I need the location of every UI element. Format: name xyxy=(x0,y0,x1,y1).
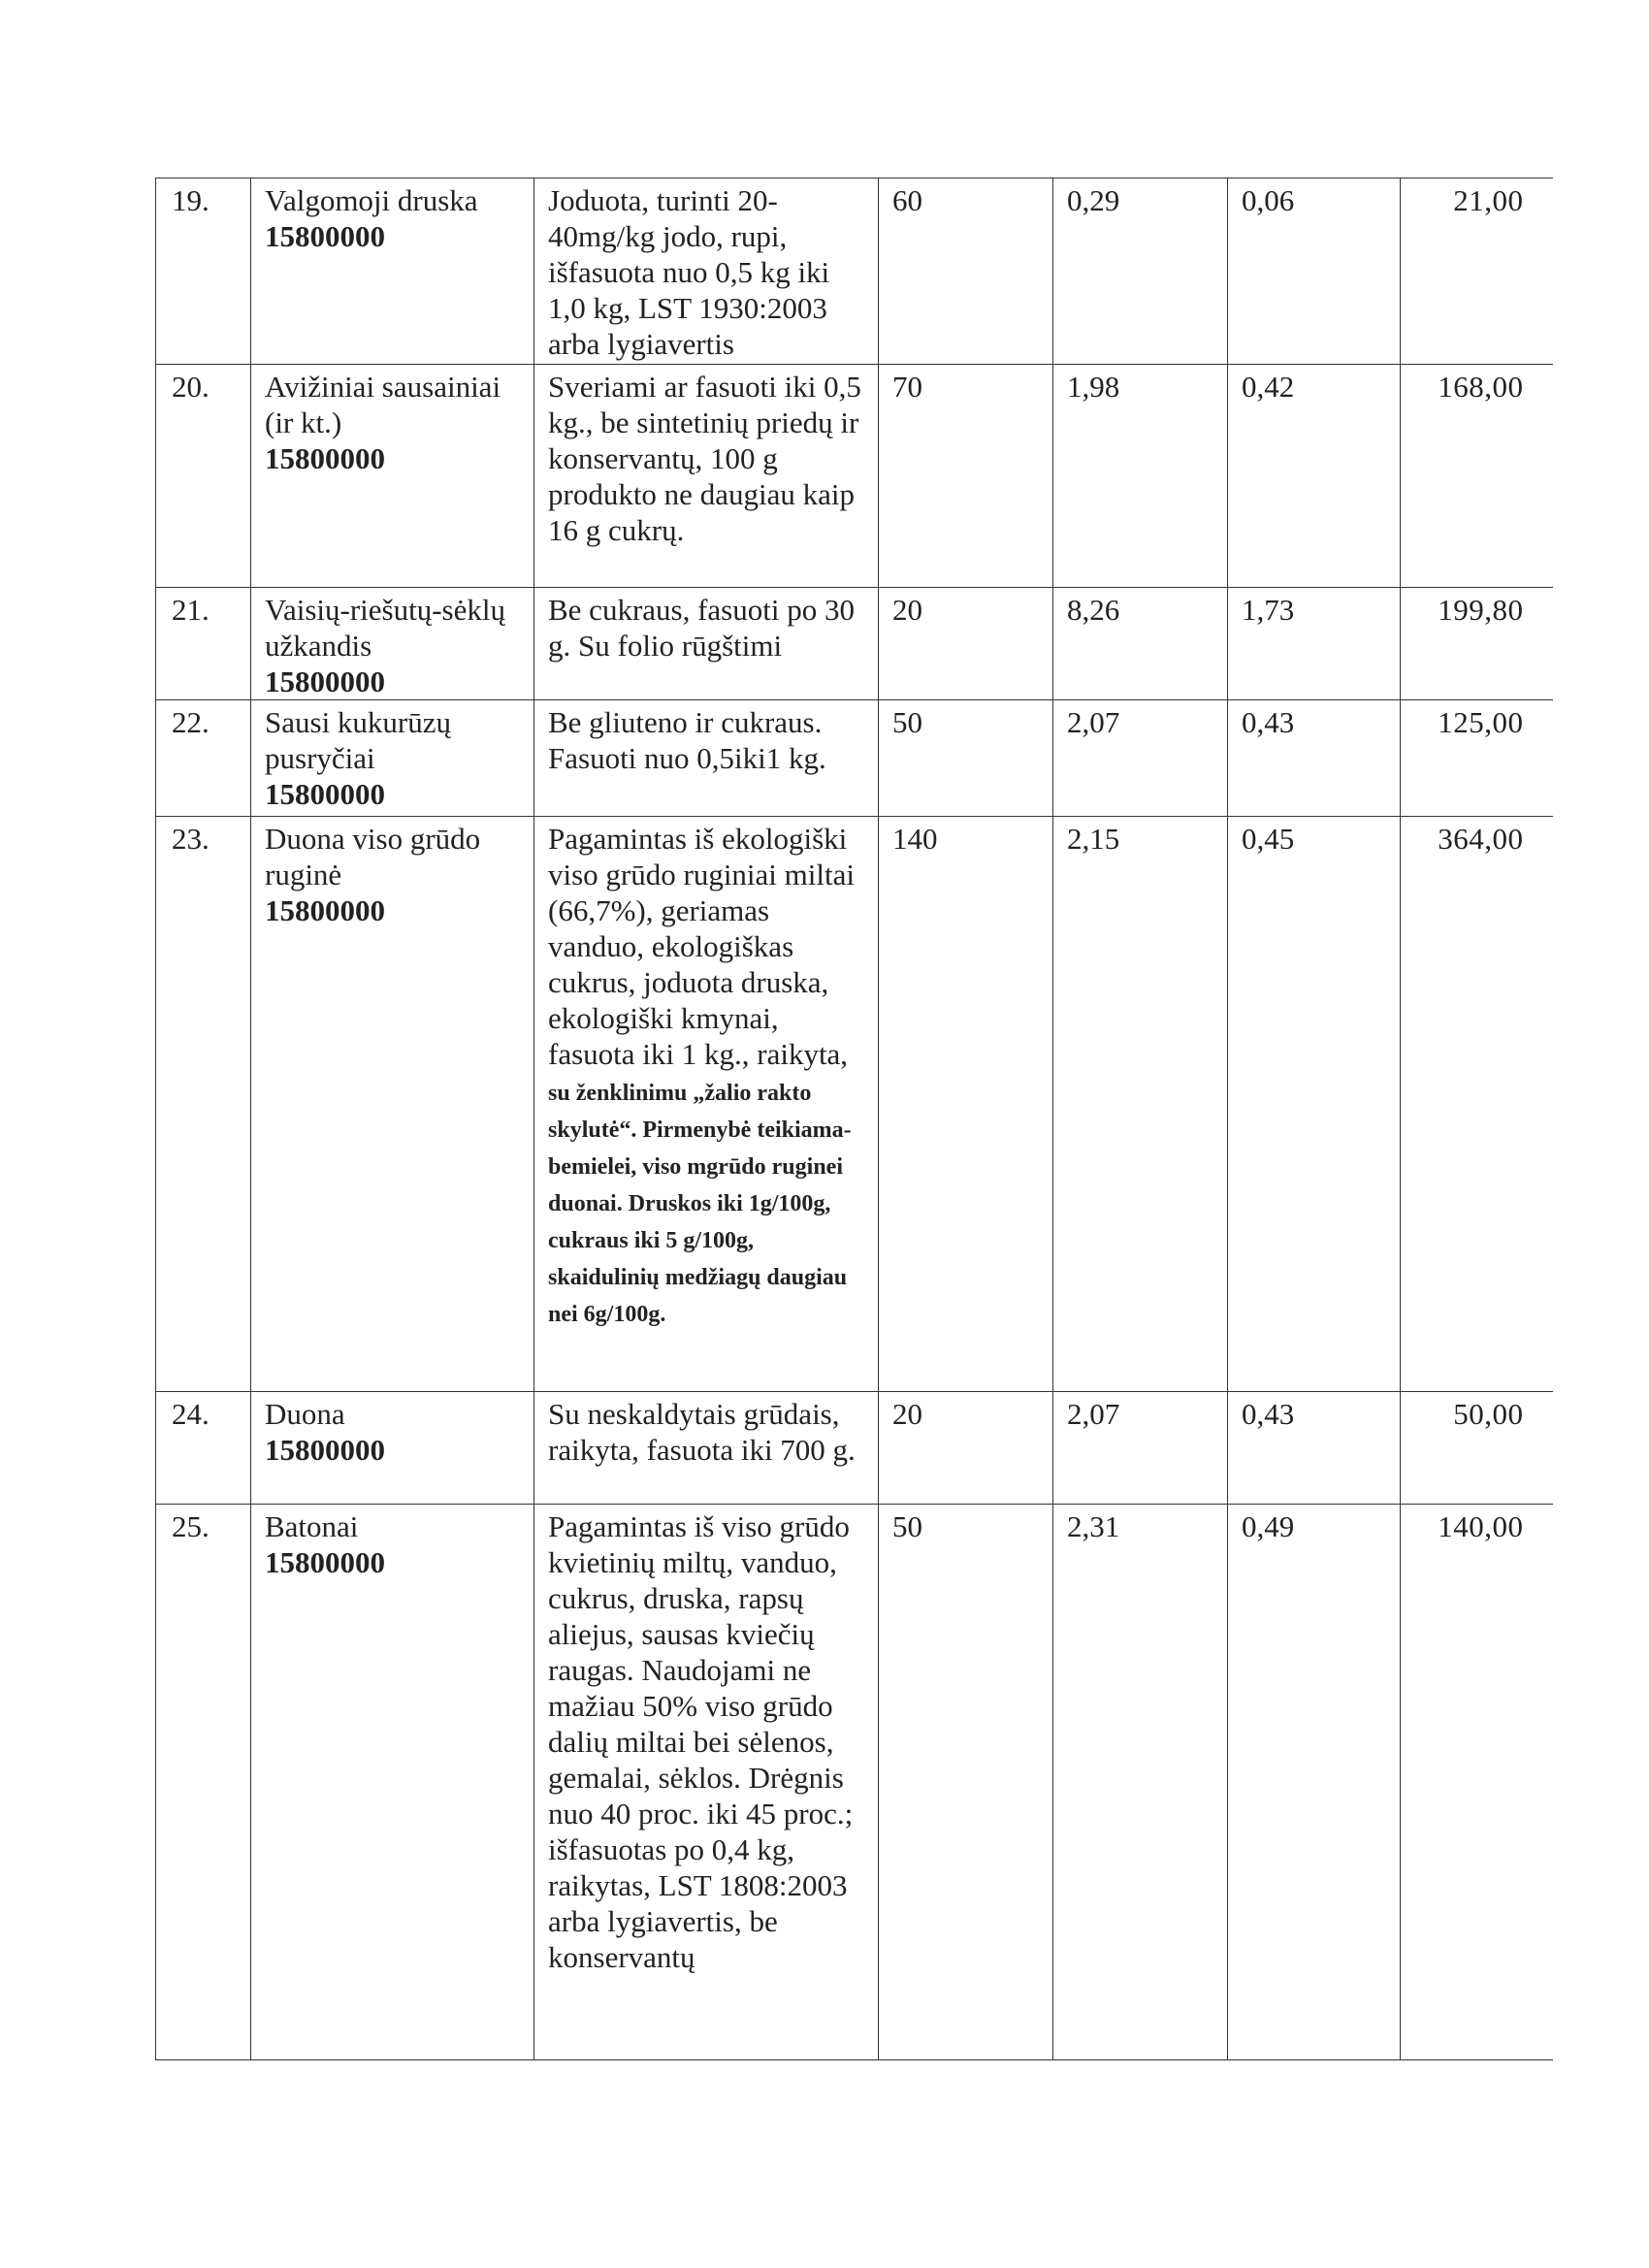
row-number: 19. xyxy=(156,178,251,365)
product-name: Vaisių-riešutų-sėklų užkandis xyxy=(265,593,505,663)
description-text: Sveriami ar fasuoti iki 0,5 kg., be sintetinių priedų ir konservantų, 100 g produkto ne daugiau kaip 16 g cukrų. xyxy=(548,370,861,547)
product-code: 15800000 xyxy=(265,219,385,253)
row-number: 23. xyxy=(156,817,251,1392)
row-number: 21. xyxy=(156,588,251,700)
total-amount: 199,80 xyxy=(1401,588,1553,700)
table-row xyxy=(156,1392,1553,1505)
product-description xyxy=(534,588,879,700)
product-name: Sausi kukurūzų pusryčiai xyxy=(265,705,452,775)
description-text: Be gliuteno ir cukraus. Fasuoti nuo 0,5iki1 kg. xyxy=(548,705,826,775)
product-name-cell xyxy=(251,178,534,365)
total-amount: 125,00 xyxy=(1401,700,1553,817)
total-amount: 140,00 xyxy=(1401,1505,1553,2060)
product-description xyxy=(534,1505,879,2060)
unit-price: 2,07 xyxy=(1053,1392,1228,1505)
description-text: Pagamintas iš viso grūdo kvietinių miltų, vanduo, cukrus, druska, rapsų aliejus, sausas kviečių raugas. Naudojami ne mažiau 50% viso grūdo dalių miltai bei sėlenos, gemalai, sėklos. Drėgnis nuo 40 proc. iki 45 proc.; išfasuotas po 0,4 kg, raikytas, LST 1808:2003 arba lygiavertis, be konservantų xyxy=(548,1509,854,1974)
product-name: Valgomoji druska xyxy=(265,183,478,217)
product-description xyxy=(534,178,879,365)
unit-price: 0,29 xyxy=(1053,178,1228,365)
quantity: 20 xyxy=(879,1392,1053,1505)
product-table xyxy=(155,178,1553,2060)
total-amount: 364,00 xyxy=(1401,817,1553,1392)
table-row xyxy=(156,1505,1553,2060)
vat-amount: 0,45 xyxy=(1228,817,1401,1392)
product-name: Avižiniai sausainiai (ir kt.) xyxy=(265,370,501,439)
row-number: 22. xyxy=(156,700,251,817)
unit-price: 2,15 xyxy=(1053,817,1228,1392)
unit-price: 2,07 xyxy=(1053,700,1228,817)
product-code: 15800000 xyxy=(265,1545,385,1579)
description-text: Pagamintas iš ekologiški viso grūdo ruginiai miltai (66,7%), geriamas vanduo, ekologiškas cukrus, joduota druska, ekologiški kmynai, fasuota iki 1 kg., raikyta, xyxy=(548,822,855,1071)
table-row xyxy=(156,588,1553,700)
product-code: 15800000 xyxy=(265,1433,385,1467)
product-description xyxy=(534,365,879,588)
vat-amount: 0,43 xyxy=(1228,1392,1401,1505)
description-text: Joduota, turinti 20-40mg/kg jodo, rupi, išfasuota nuo 0,5 kg iki 1,0 kg, LST 1930:2003 arba lygiavertis xyxy=(548,183,830,361)
quantity: 20 xyxy=(879,588,1053,700)
quantity: 70 xyxy=(879,365,1053,588)
table-row xyxy=(156,365,1553,588)
row-number: 25. xyxy=(156,1505,251,2060)
row-number: 24. xyxy=(156,1392,251,1505)
product-description xyxy=(534,1392,879,1505)
vat-amount: 0,42 xyxy=(1228,365,1401,588)
product-code: 15800000 xyxy=(265,441,385,475)
product-description xyxy=(534,700,879,817)
product-name-cell xyxy=(251,1505,534,2060)
description-bold-text: su ženklinimu „žalio rakto skylutė“. Pirmenybė teikiama-bemielei, viso mgrūdo ruginei duonai. Druskos iki 1g/100g, cukraus iki 5 g/100g, skaidulinių medžiagų daugiau nei 6g/100g. xyxy=(548,1081,852,1327)
product-name-cell xyxy=(251,817,534,1392)
vat-amount: 0,49 xyxy=(1228,1505,1401,2060)
description-text: Be cukraus, fasuoti po 30 g. Su folio rūgštimi xyxy=(548,593,855,663)
product-code: 15800000 xyxy=(265,893,385,927)
product-name: Duona xyxy=(265,1397,345,1431)
quantity: 60 xyxy=(879,178,1053,365)
product-name-cell xyxy=(251,365,534,588)
vat-amount: 0,06 xyxy=(1228,178,1401,365)
product-code: 15800000 xyxy=(265,664,385,698)
table-row xyxy=(156,178,1553,365)
total-amount: 21,00 xyxy=(1401,178,1553,365)
product-name-cell xyxy=(251,1392,534,1505)
product-name-cell xyxy=(251,588,534,700)
product-name: Batonai xyxy=(265,1509,359,1543)
unit-price: 8,26 xyxy=(1053,588,1228,700)
description-text: Su neskaldytais grūdais, raikyta, fasuota iki 700 g. xyxy=(548,1397,856,1467)
total-amount: 50,00 xyxy=(1401,1392,1553,1505)
product-name: Duona viso grūdo ruginė xyxy=(265,822,481,891)
product-name-cell xyxy=(251,700,534,817)
table-row xyxy=(156,817,1553,1392)
row-number: 20. xyxy=(156,365,251,588)
quantity: 140 xyxy=(879,817,1053,1392)
table-row xyxy=(156,700,1553,817)
unit-price: 2,31 xyxy=(1053,1505,1228,2060)
vat-amount: 1,73 xyxy=(1228,588,1401,700)
product-code: 15800000 xyxy=(265,777,385,811)
unit-price: 1,98 xyxy=(1053,365,1228,588)
product-description xyxy=(534,817,879,1392)
quantity: 50 xyxy=(879,1505,1053,2060)
total-amount: 168,00 xyxy=(1401,365,1553,588)
quantity: 50 xyxy=(879,700,1053,817)
vat-amount: 0,43 xyxy=(1228,700,1401,817)
